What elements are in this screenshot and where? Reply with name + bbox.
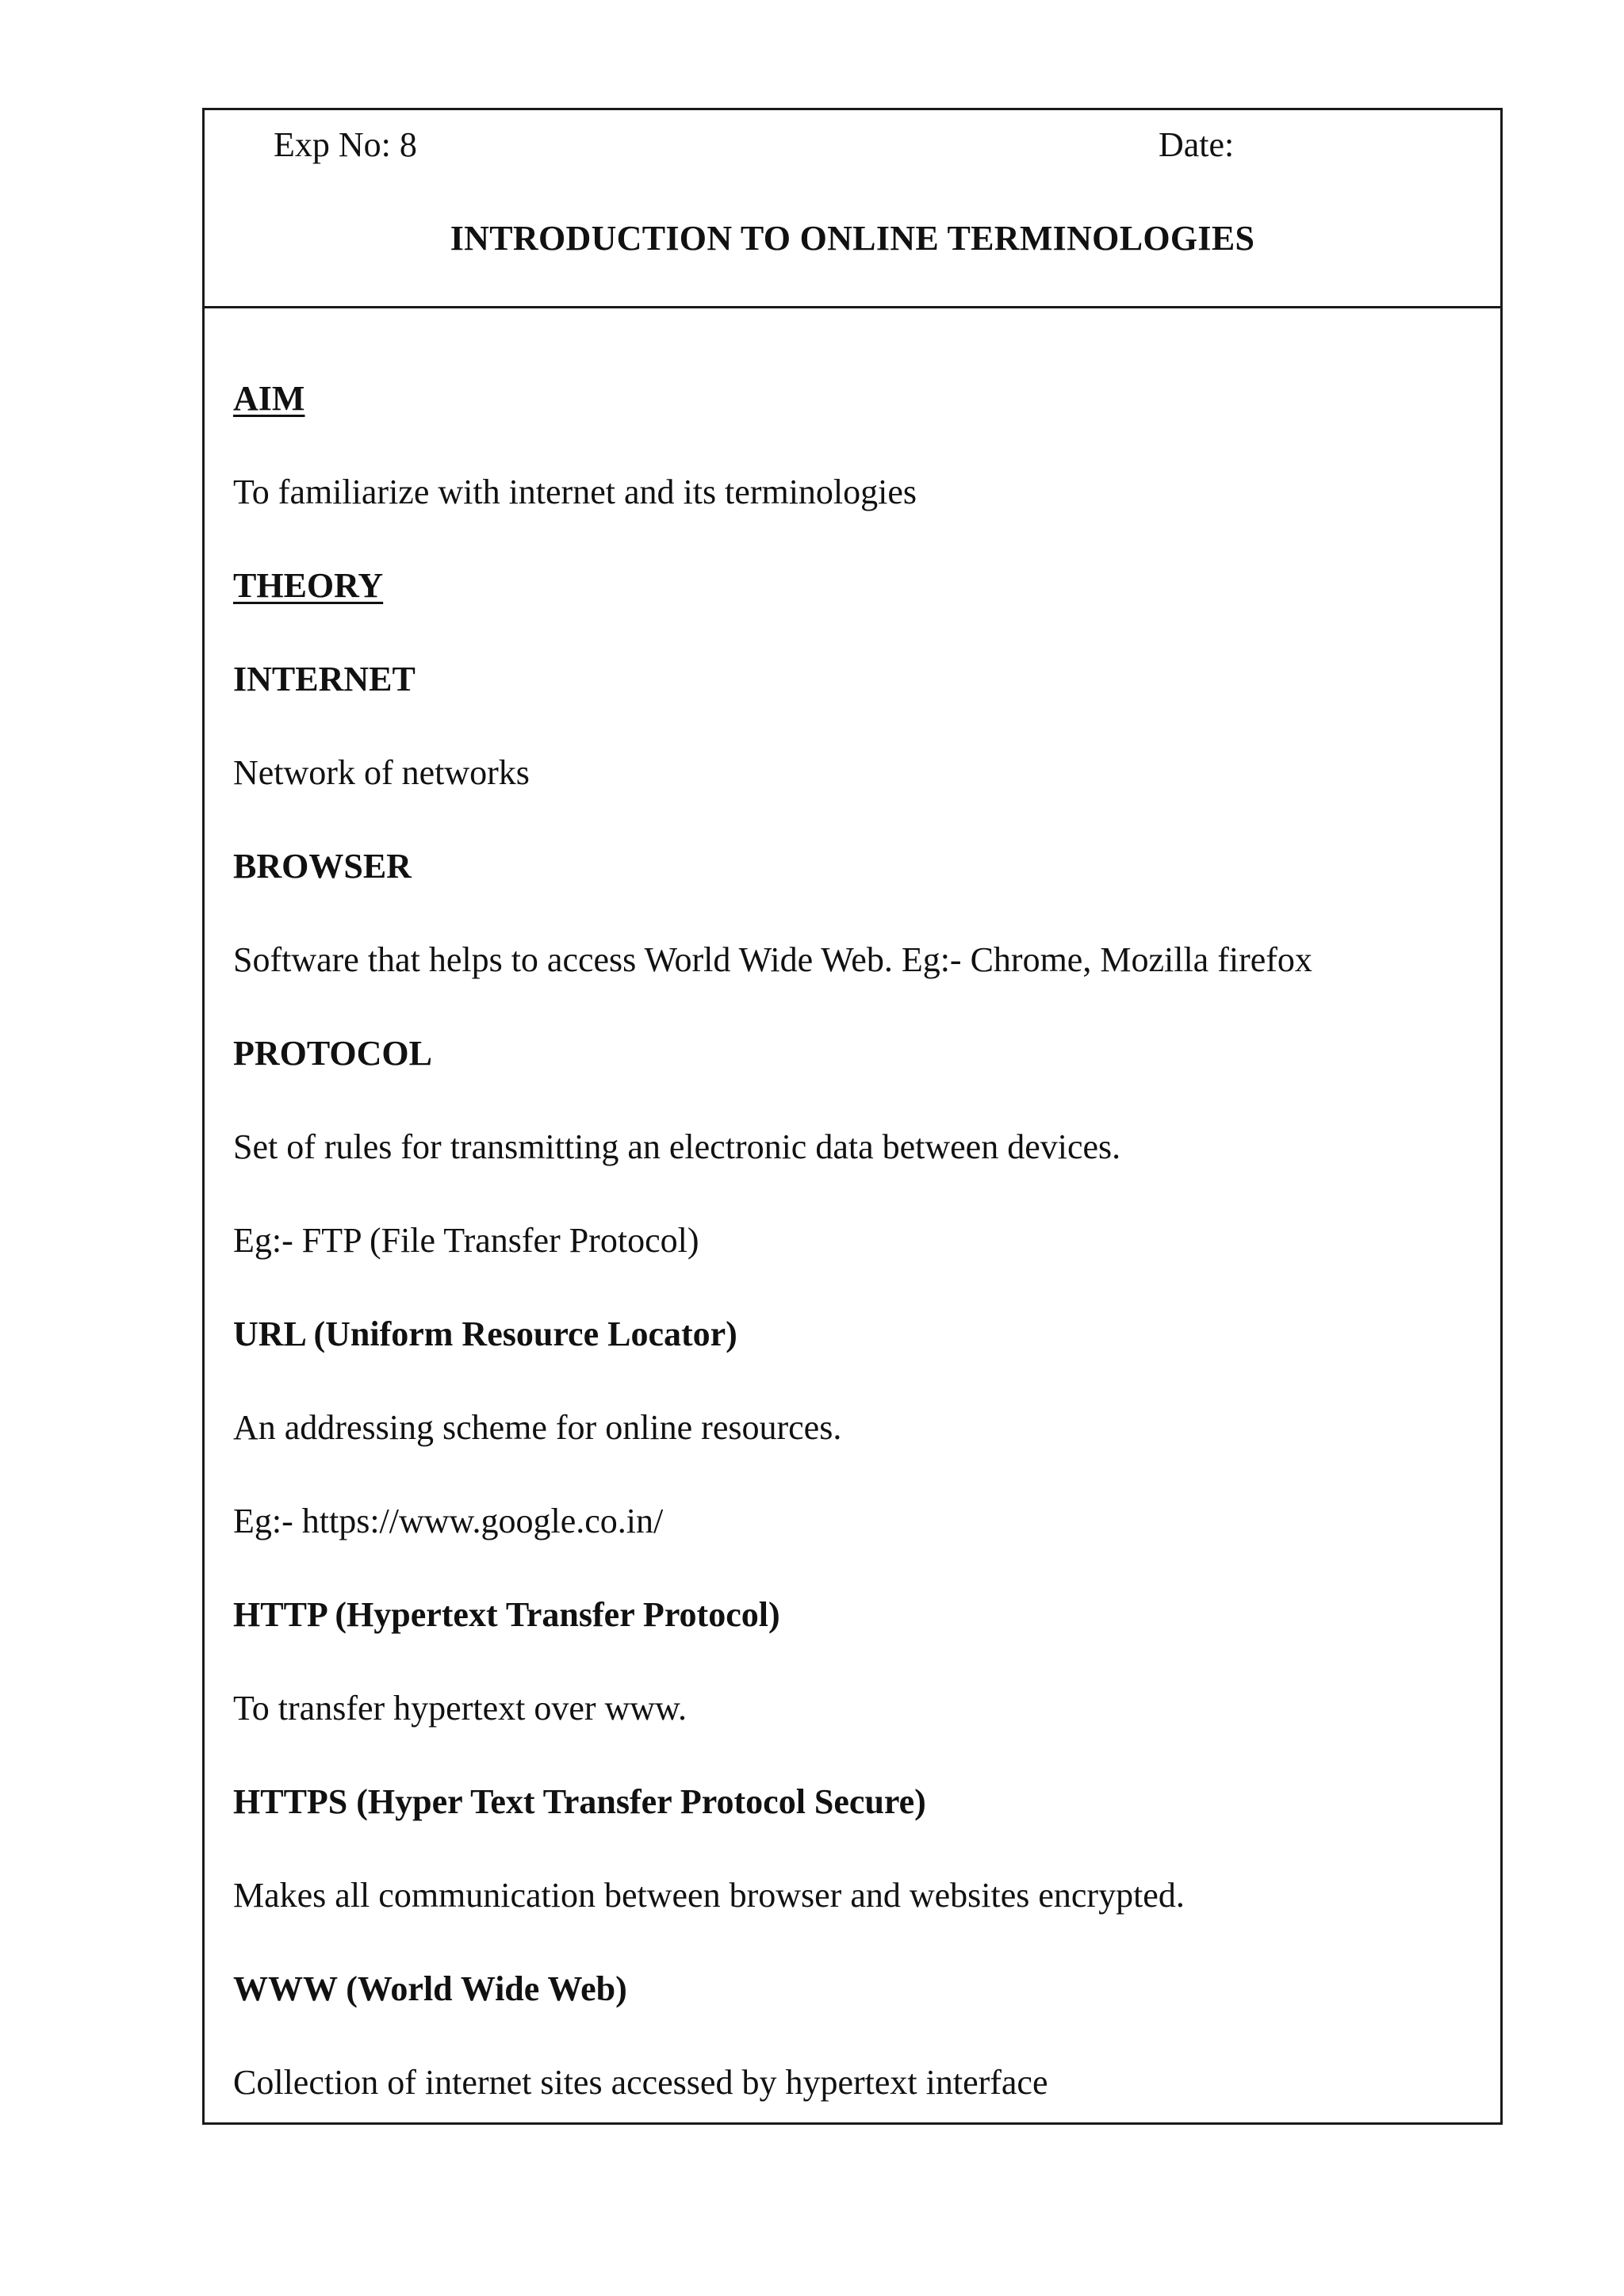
definition-protocol: Set of rules for transmitting an electronic data between devices. xyxy=(233,1127,1121,1166)
theory-heading: THEORY xyxy=(233,566,384,605)
term-https: HTTPS (Hyper Text Transfer Protocol Secure) xyxy=(233,1782,926,1821)
term-protocol: PROTOCOL xyxy=(233,1034,433,1073)
term-internet: INTERNET xyxy=(233,660,416,698)
aim-text: To familiarize with internet and its terminologies xyxy=(233,473,917,511)
definition-internet: Network of networks xyxy=(233,753,530,792)
aim-heading: AIM xyxy=(233,379,305,418)
date-label: Date: xyxy=(1159,125,1235,164)
page-title: INTRODUCTION TO ONLINE TERMINOLOGIES xyxy=(450,219,1255,258)
term-browser: BROWSER xyxy=(233,847,412,886)
term-http: HTTP (Hypertext Transfer Protocol) xyxy=(233,1595,780,1634)
definition-url: An addressing scheme for online resources. xyxy=(233,1408,842,1447)
term-url: URL (Uniform Resource Locator) xyxy=(233,1314,737,1353)
definition-browser: Software that helps to access World Wide Web. Eg:- Chrome, Mozilla firefox xyxy=(233,940,1312,979)
document-frame xyxy=(202,108,1503,2125)
experiment-number: Exp No: 8 xyxy=(274,125,417,164)
definition-https: Makes all communication between browser and websites encrypted. xyxy=(233,1876,1185,1915)
example-url: Eg:- https://www.google.co.in/ xyxy=(233,1502,664,1540)
term-www: WWW (World Wide Web) xyxy=(233,1969,627,2008)
example-protocol: Eg:- FTP (File Transfer Protocol) xyxy=(233,1221,699,1260)
definition-http: To transfer hypertext over www. xyxy=(233,1689,687,1728)
definition-www: Collection of internet sites accessed by hypertext interface xyxy=(233,2063,1048,2102)
document-header xyxy=(205,110,1500,308)
